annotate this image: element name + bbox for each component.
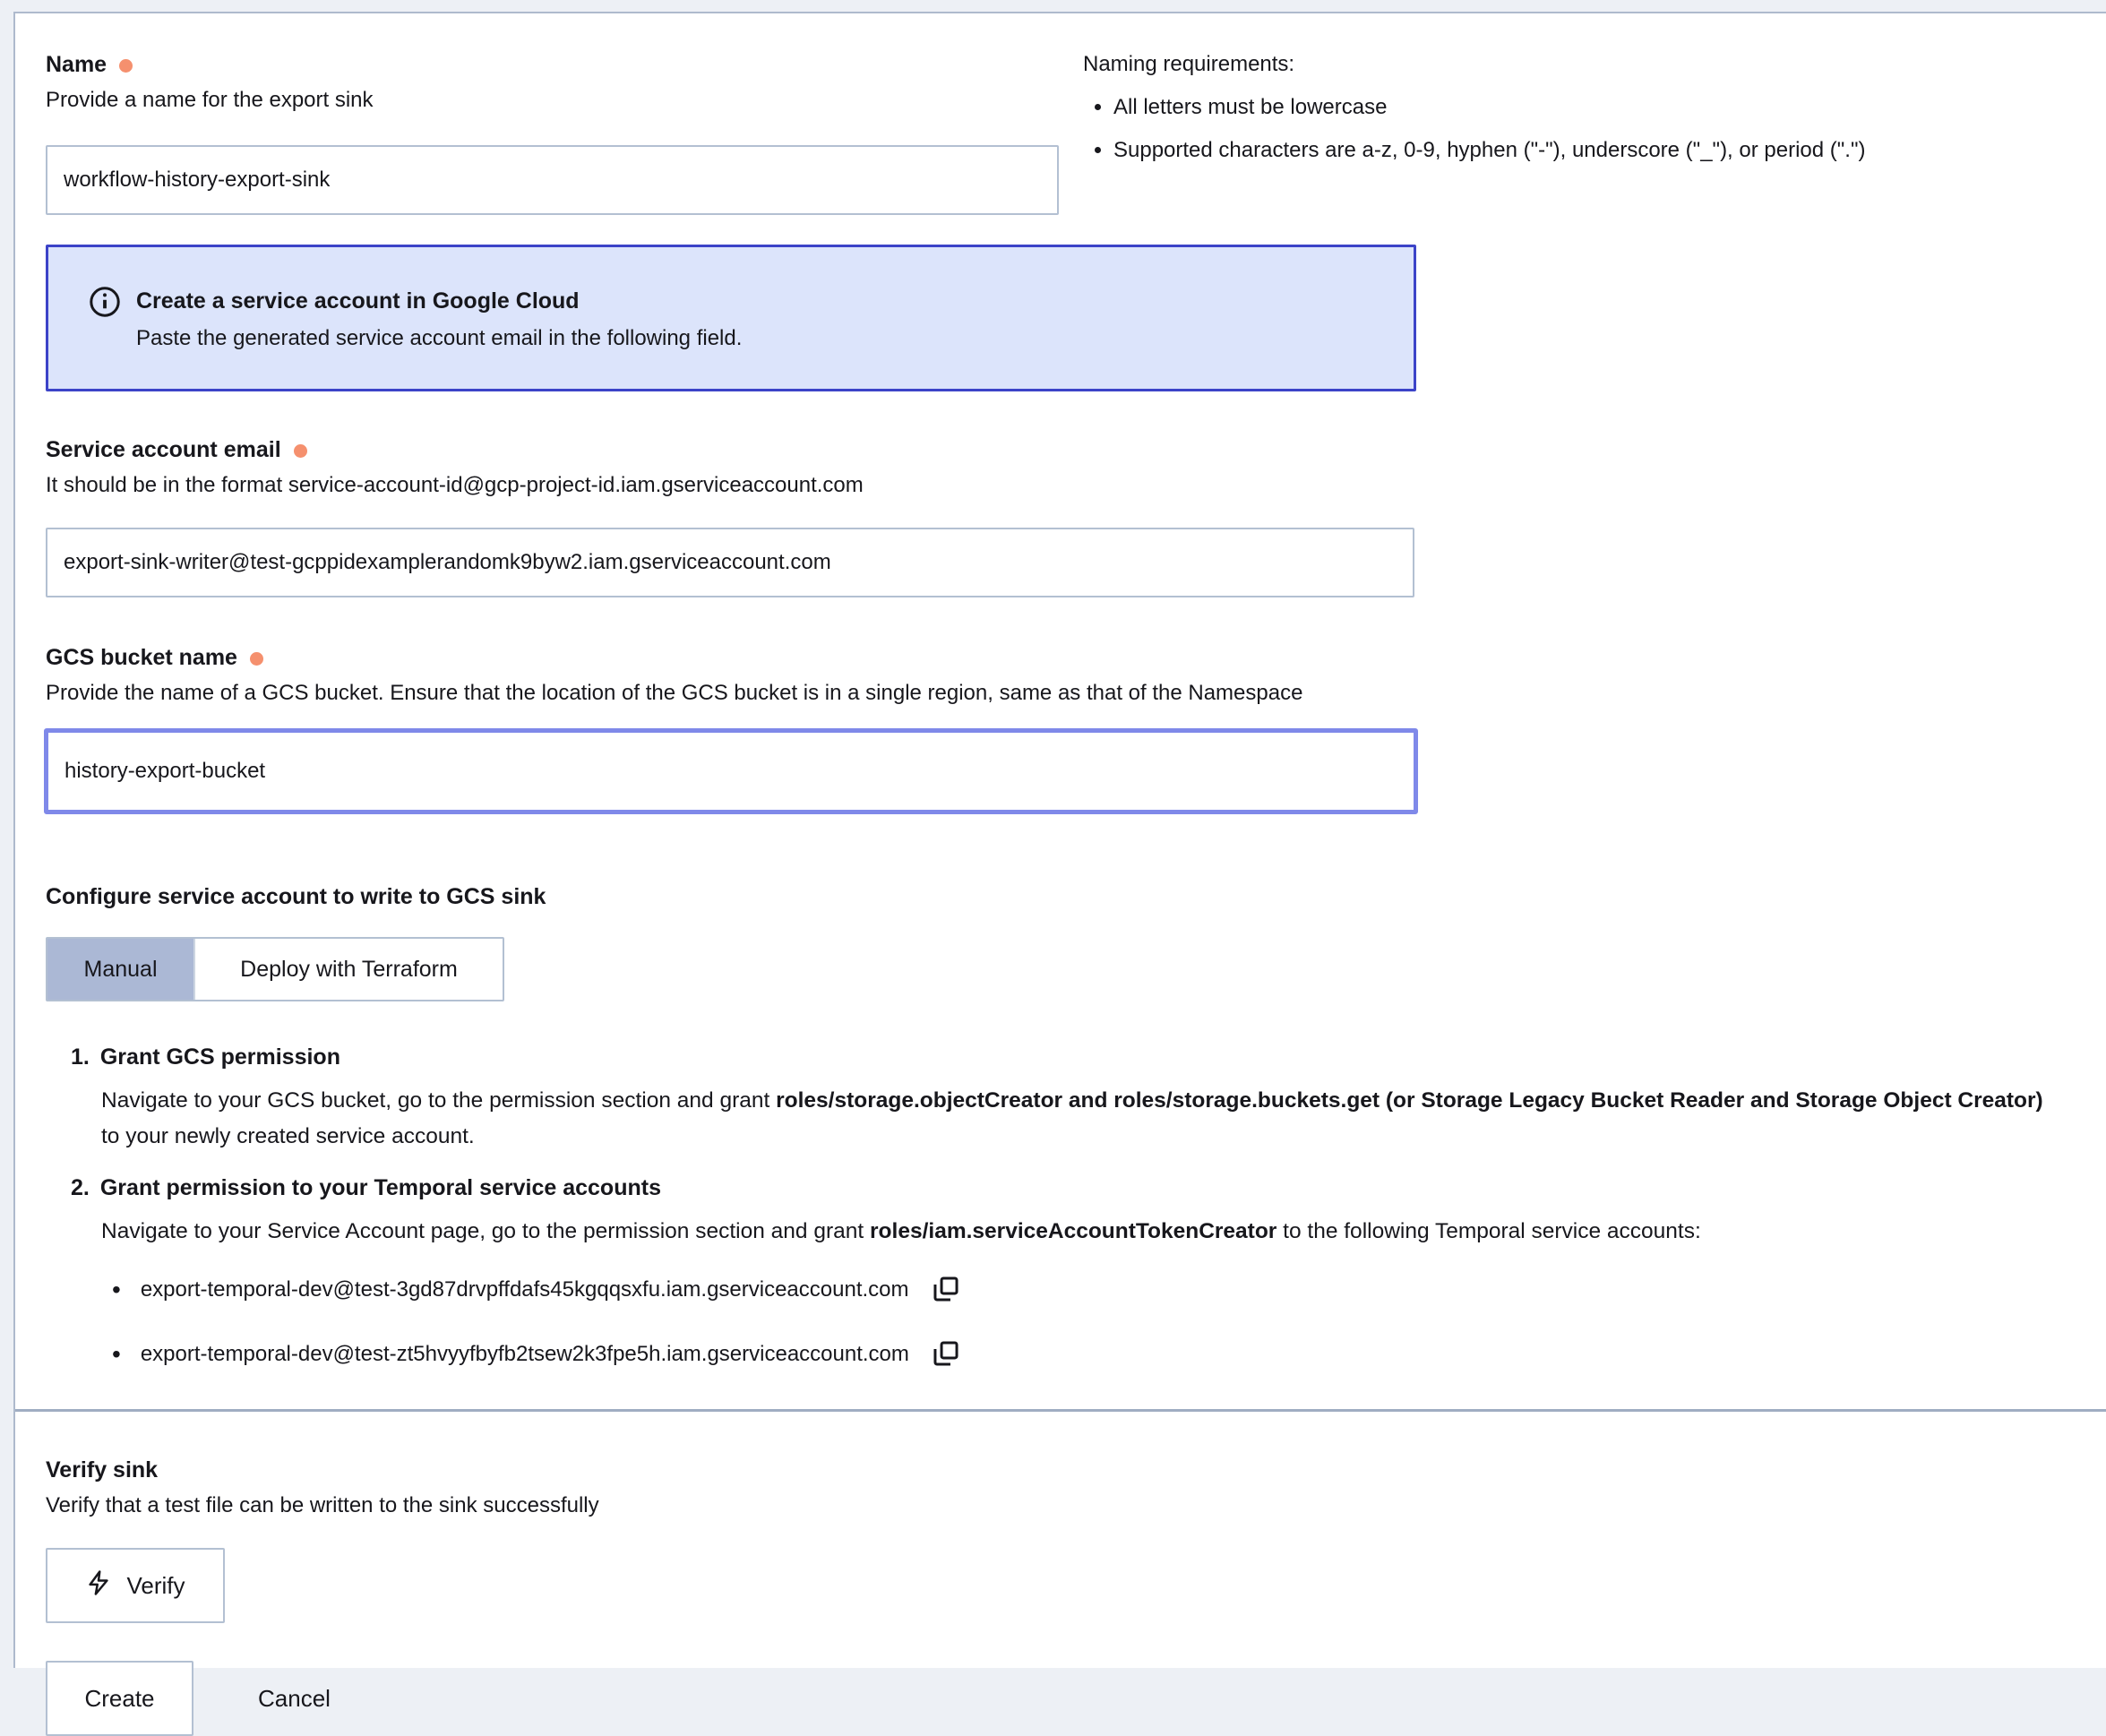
service-account-label bbox=[46, 434, 2067, 465]
temporal-service-account-email: export-temporal-dev@test-3gd87drvpffdafs45kgqqsxfu.iam.gserviceaccount.com bbox=[141, 1277, 909, 1302]
copy-icon bbox=[931, 1274, 961, 1307]
verify-button-label: Verify bbox=[126, 1572, 185, 1600]
service-account-label-text: Service account email bbox=[46, 434, 281, 465]
section-divider bbox=[15, 1409, 2106, 1412]
naming-requirements-list bbox=[1083, 92, 2067, 166]
tab-deploy-terraform[interactable]: Deploy with Terraform bbox=[193, 939, 503, 1000]
info-banner-title: Create a service account in Google Cloud bbox=[136, 285, 742, 317]
temporal-service-accounts-list bbox=[112, 1273, 2067, 1371]
name-input[interactable] bbox=[46, 145, 1059, 215]
info-banner-text bbox=[136, 285, 742, 354]
bullet: • bbox=[112, 1273, 121, 1307]
bucket-helper-text: Provide the name of a GCS bucket. Ensure that the location of the GCS bucket is in a single region, same as that of the Namespace bbox=[46, 678, 2067, 709]
naming-requirements bbox=[1083, 49, 2067, 166]
service-account-email-input[interactable] bbox=[46, 528, 1414, 597]
gcs-bucket-input[interactable] bbox=[48, 759, 1414, 784]
copy-button[interactable] bbox=[931, 1338, 961, 1371]
required-dot bbox=[294, 444, 307, 458]
export-sink-form-panel bbox=[13, 12, 2106, 1668]
list-item bbox=[112, 1273, 2067, 1307]
top-row bbox=[46, 49, 2067, 215]
copy-button[interactable] bbox=[931, 1274, 961, 1307]
bucket-field-group bbox=[46, 642, 2067, 814]
create-button[interactable] bbox=[46, 1661, 193, 1736]
bullet: • bbox=[112, 1337, 121, 1371]
required-dot bbox=[250, 652, 263, 666]
naming-requirement-item: • All letters must be lowercase bbox=[1113, 92, 2067, 123]
service-account-field-group bbox=[46, 434, 2067, 597]
name-field-group bbox=[46, 49, 1059, 215]
form-actions bbox=[46, 1661, 2067, 1736]
verify-sink-helper-text: Verify that a test file can be written to the sink successfully bbox=[46, 1491, 2067, 1521]
temporal-service-account-email: export-temporal-dev@test-zt5hvyyfbyfb2tsew2k3fpe5h.iam.gserviceaccount.com bbox=[141, 1342, 909, 1367]
bucket-input-focus-ring bbox=[44, 728, 1418, 814]
bucket-label-text: GCS bucket name bbox=[46, 642, 237, 673]
name-label bbox=[46, 49, 1059, 80]
name-helper-text: Provide a name for the export sink bbox=[46, 85, 1059, 116]
step-title bbox=[71, 1042, 2067, 1072]
list-item bbox=[112, 1337, 2067, 1371]
cancel-button[interactable] bbox=[253, 1661, 336, 1736]
tab-manual[interactable]: Manual bbox=[47, 939, 193, 1000]
naming-requirement-item: • Supported characters are a-z, 0-9, hyphen ("-"), underscore ("_"), or period (".") bbox=[1113, 135, 2067, 166]
required-dot bbox=[119, 59, 133, 73]
create-button-label: Create bbox=[84, 1685, 154, 1713]
step-grant-gcs-permission bbox=[71, 1042, 2067, 1155]
naming-requirements-title: Naming requirements: bbox=[1083, 49, 2067, 80]
name-label-text: Name bbox=[46, 49, 107, 80]
bucket-label bbox=[46, 642, 2067, 673]
verify-button[interactable] bbox=[46, 1548, 225, 1623]
copy-icon bbox=[931, 1338, 961, 1371]
cancel-button-label: Cancel bbox=[258, 1685, 331, 1713]
manual-steps bbox=[71, 1042, 2067, 1371]
step-title-text: Grant GCS permission bbox=[100, 1042, 340, 1072]
step-number: 1. bbox=[71, 1042, 90, 1072]
zap-icon bbox=[85, 1569, 112, 1603]
info-banner-description: Paste the generated service account email in the following field. bbox=[136, 323, 742, 354]
step-title bbox=[71, 1173, 2067, 1203]
step-description: Navigate to your Service Account page, go to the permission section and grant roles/iam.serviceAccountTokenCreator to the following Temporal service accounts: bbox=[101, 1214, 2054, 1250]
configure-tab-group bbox=[46, 937, 504, 1001]
service-account-helper-text: It should be in the format service-account-id@gcp-project-id.iam.gserviceaccount.com bbox=[46, 470, 2067, 501]
step-number: 2. bbox=[71, 1173, 90, 1203]
info-icon bbox=[88, 285, 122, 323]
info-banner bbox=[46, 245, 1416, 391]
step-title-text: Grant permission to your Temporal service accounts bbox=[100, 1173, 661, 1203]
step-grant-temporal-permission bbox=[71, 1173, 2067, 1371]
step-description: Navigate to your GCS bucket, go to the permission section and grant roles/storage.objectCreator and roles/storage.buckets.get (or Storage Legacy Bucket Reader and Storage Object Creator) to your newly created service account. bbox=[101, 1083, 2054, 1155]
verify-sink-title: Verify sink bbox=[46, 1455, 2067, 1485]
configure-section-title: Configure service account to write to GCS sink bbox=[46, 881, 2067, 912]
